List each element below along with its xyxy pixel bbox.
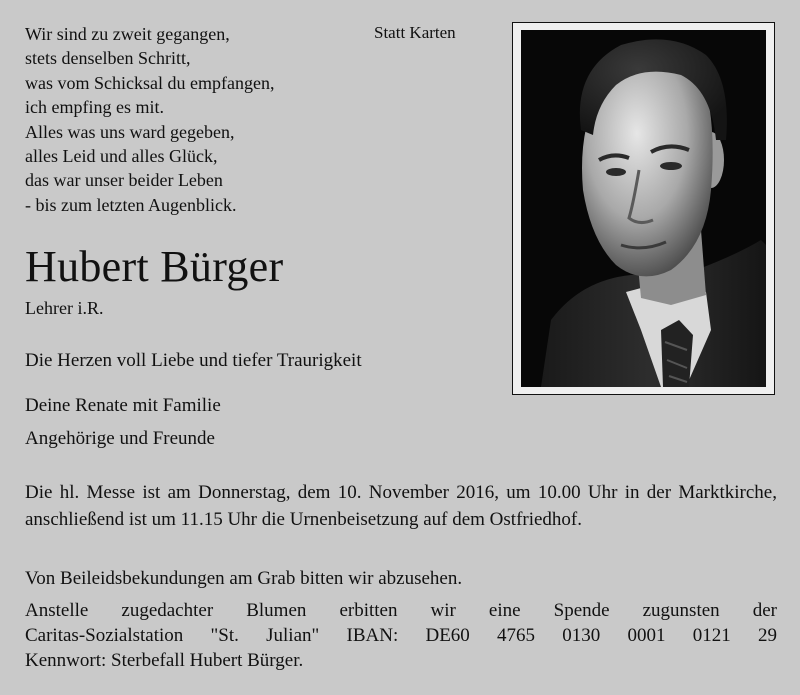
poem-line: was vom Schicksal du empfangen,	[25, 72, 275, 93]
portrait-illustration	[521, 30, 766, 387]
hearts-line: Die Herzen voll Liebe und tiefer Traurigkeit	[25, 350, 362, 371]
poem-line: - bis zum letzten Augenblick.	[25, 194, 237, 215]
deceased-title: Lehrer i.R.	[25, 298, 104, 318]
poem-line: alles Leid und alles Glück,	[25, 146, 218, 167]
donation-text	[25, 598, 777, 674]
poem	[25, 22, 365, 217]
mourner: Angehörige und Freunde	[25, 428, 215, 449]
poem-line: stets denselben Schritt,	[25, 48, 191, 69]
header-note: Statt Karten	[374, 23, 456, 42]
poem-line: Alles was uns ward gegeben,	[25, 121, 235, 142]
poem-line: ich empfing es mit.	[25, 97, 164, 118]
donation-line: Anstelle zugedachter Blumen erbitten wir eine Spende zugunsten der	[25, 600, 777, 621]
condolence-text: Von Beileidsbekundungen am Grab bitten wir abzusehen.	[25, 568, 463, 589]
deceased-name: Hubert Bürger	[25, 242, 284, 291]
portrait-photo-icon	[521, 30, 766, 387]
photo-frame	[512, 22, 775, 395]
mourner: Deine Renate mit Familie	[25, 395, 221, 416]
service-text: Die hl. Messe ist am Donnerstag, dem 10. November 2016, um 10.00 Uhr in der Marktkirche, anschließend ist um 11.15 Uhr die Urnenbeisetzung auf dem Ostfriedhof.	[25, 482, 777, 530]
poem-line: das war unser beider Leben	[25, 170, 223, 191]
poem-line: Wir sind zu zweit gegangen,	[25, 24, 230, 44]
donation-line: Caritas-Sozialstation "St. Julian" IBAN: DE60 4765 0130 0001 0121 29	[25, 625, 777, 647]
donation-line: Kennwort: Sterbefall Hubert Bürger.	[25, 650, 304, 672]
mourners-list	[25, 389, 221, 455]
